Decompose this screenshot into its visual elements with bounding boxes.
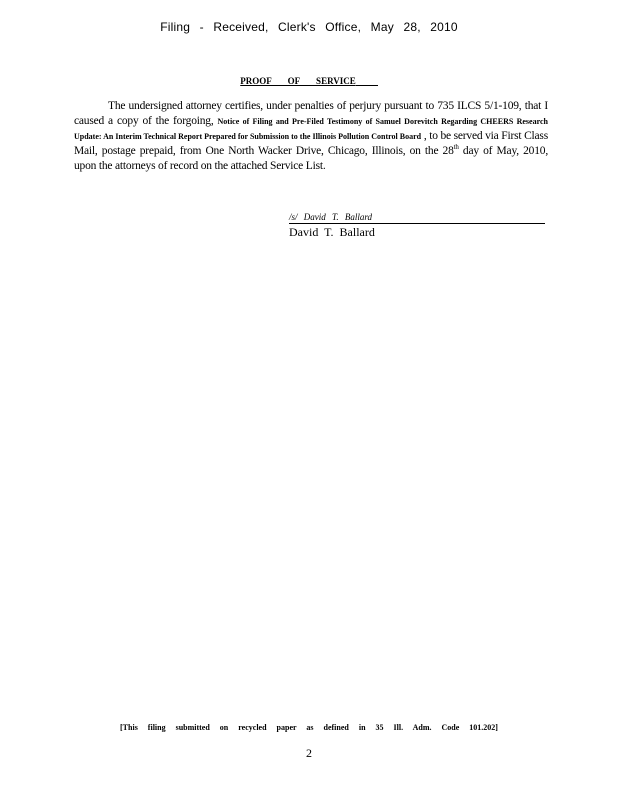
electronic-signature: /s/ David T. Ballard — [289, 212, 545, 224]
body-part-1: The undersigned attorney certifies, under penalties of perjury pursuant to 735 ILCS 5/1-109, that I caused a copy of the forgoing, — [74, 100, 548, 127]
certification-paragraph — [74, 99, 548, 174]
certification-body — [74, 99, 548, 174]
body-part-3: day of May, 2010, upon the attorneys of record on the attached Service List. — [74, 145, 549, 172]
signature-block — [289, 212, 545, 240]
served-document-name: Notice of Filing and Pre-Filed Testimony of Samuel Dorevitch Regarding CHEERS Research Update: An Interim Technical Report Prepared for Submission to the Illinois Pollution Control Board — [74, 117, 548, 141]
document-title-text: PROOF OF SERVICE — [240, 76, 356, 86]
document-title — [0, 76, 618, 86]
date-ordinal: th — [453, 143, 459, 152]
recycled-paper-note: [This filing submitted on recycled paper as defined in 35 Ill. Adm. Code 101.202] — [120, 723, 498, 732]
title-underline-tail — [356, 76, 378, 86]
page-number: 2 — [306, 746, 312, 760]
body-part-2: , to be served via First Class Mail, postage prepaid, from One North Wacker Drive, Chicago, Illinois, on the 28 — [74, 130, 548, 157]
filing-header: Filing - Received, Clerk's Office, May 28, 2010 — [160, 20, 458, 34]
signer-name: David T. Ballard — [289, 225, 375, 239]
